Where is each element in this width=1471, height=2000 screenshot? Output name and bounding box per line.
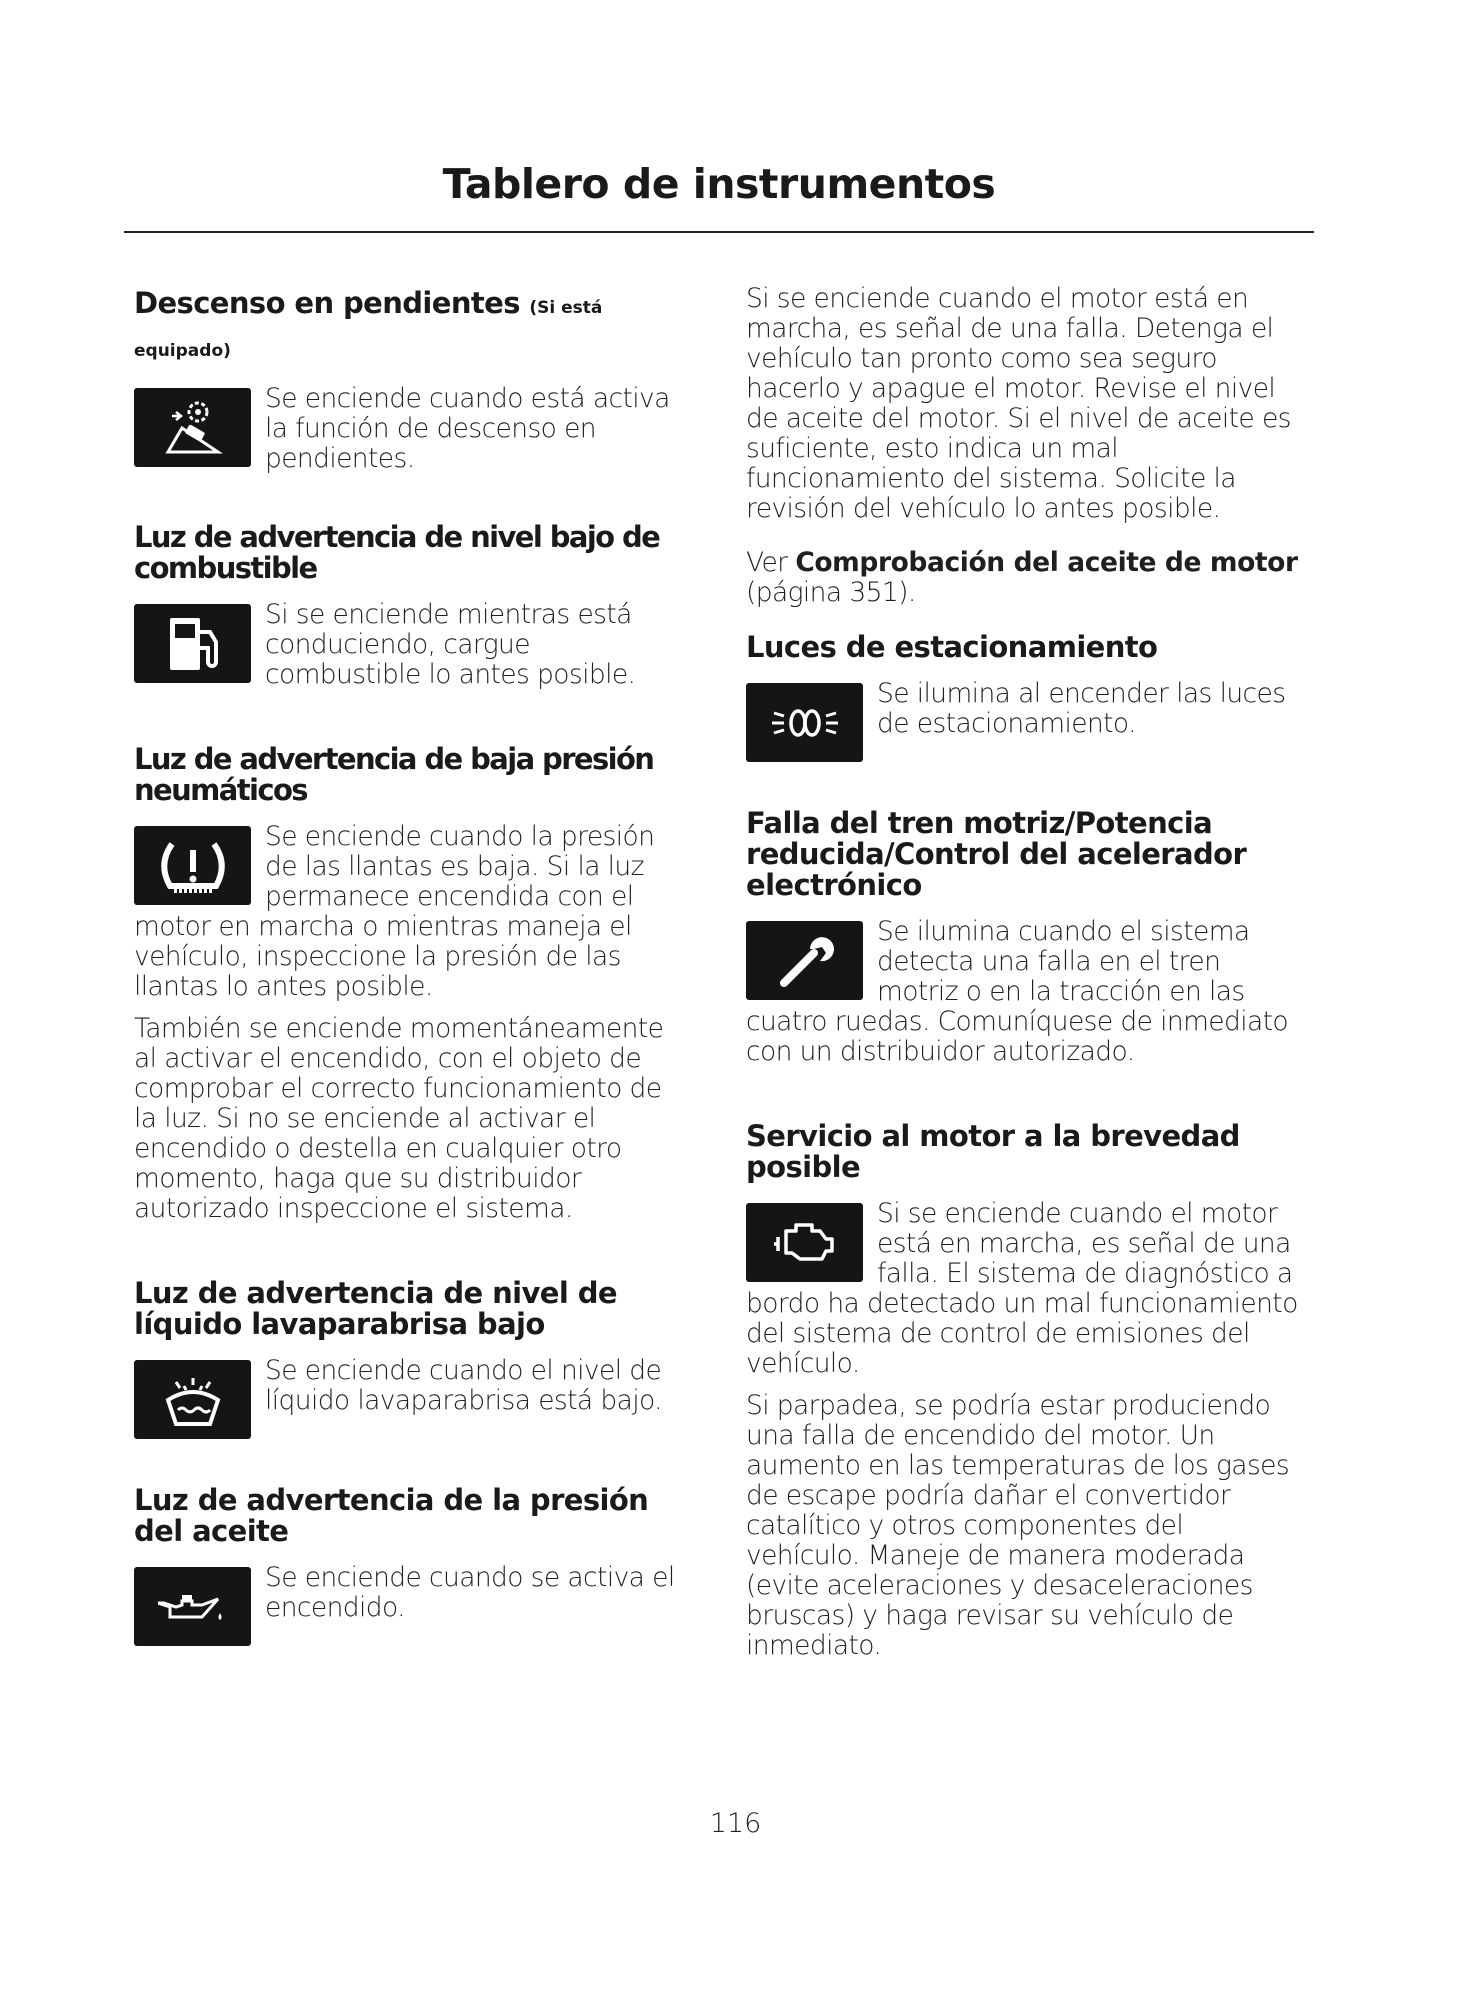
title-divider	[124, 231, 1314, 233]
section-heading: Servicio al motor a la brevedad posible	[746, 1119, 1240, 1184]
section-text: Si se enciende cuando el motor está en marcha, es señal de una falla. El sistema de diagnóstico a bordo ha detectado un mal funcionamiento del sistema de control de emisiones del vehículo.	[746, 1198, 1298, 1379]
section-heading: Luz de advertencia de nivel de líquido lavaparabrisa bajo	[134, 1276, 617, 1341]
section-heading: Falla del tren motriz/Potencia reducida/Control del acelerador electrónico	[746, 806, 1247, 902]
section-parking-lights	[746, 632, 1304, 766]
section-hill-descent	[134, 284, 690, 486]
cross-reference-link[interactable]: Comprobación del aceite de motor	[795, 547, 1298, 578]
section-washer-fluid	[134, 1278, 690, 1443]
fuel-pump-icon	[134, 604, 251, 683]
heading-suffix: (Si está equipado)	[134, 298, 603, 361]
check-engine-icon	[746, 1203, 863, 1282]
washer-fluid-icon	[134, 1360, 251, 1439]
section-powertrain-fault	[746, 808, 1304, 1079]
section-text: Se ilumina cuando el sistema detecta una falla en el tren motriz o en la tracción en las cuatro ruedas. Comuníquese de inmediato con un distribuidor autorizado.	[746, 916, 1289, 1067]
section-text: Se enciende cuando el nivel de líquido lavaparabrisa está bajo.	[265, 1355, 662, 1416]
section-text: Se ilumina al encender las luces de estacionamiento.	[877, 678, 1286, 739]
section-text: Se enciende cuando se activa el encendido.	[265, 1562, 675, 1623]
tire-pressure-icon	[134, 826, 251, 905]
hill-descent-icon	[134, 388, 251, 467]
section-low-fuel	[134, 522, 690, 702]
oil-can-icon	[134, 1567, 251, 1646]
section-heading: Luz de advertencia de la presión del aceite	[134, 1483, 649, 1548]
section-tire-pressure	[134, 744, 690, 1236]
wrench-icon	[746, 921, 863, 1000]
section-text: Si se enciende mientras está conduciendo, cargue combustible lo antes posible.	[265, 599, 636, 690]
section-heading: Descenso en pendientes (Si está equipado)	[134, 286, 603, 361]
left-column	[134, 284, 690, 1692]
parking-lights-icon	[746, 683, 863, 762]
section-heading: Luz de advertencia de baja presión neumáticos	[134, 742, 654, 807]
section-text: También se enciende momentáneamente al activar el encendido, con el objeto de comprobar el correcto funcionamiento de la luz. Si no se enciende al activar el encendido o destella en cualquier otro momento, haga que su distribuidor autorizado inspeccione el sistema.	[134, 1013, 664, 1224]
section-text: Se enciende cuando la presión de las llantas es baja. Si la luz permanece encendida con el motor en marcha o mientras maneja el vehículo, inspeccione la presión de las llantas lo antes posible.	[134, 821, 655, 1002]
section-text: Si parpadea, se podría estar produciendo una falla de encendido del motor. Un aumento en las temperaturas de los gases de escape podría dañar el convertidor catalítico y otros componentes del vehículo. Maneje de manera moderada (evite aceleraciones y desaceleraciones bruscas) y haga revisar su vehículo de inmediato.	[746, 1390, 1290, 1661]
section-heading: Luz de advertencia de nivel bajo de combustible	[134, 520, 660, 585]
right-column	[746, 284, 1304, 1715]
section-text: Se enciende cuando está activa la función de descenso en pendientes.	[265, 383, 670, 474]
page-title: Tablero de instrumentos	[442, 160, 996, 208]
section-service-engine	[746, 1121, 1304, 1673]
cross-reference: Ver Comprobación del aceite de motor (página 351).	[746, 547, 1298, 608]
section-oil-pressure	[134, 1485, 690, 1650]
oil-warning-continued: Si se enciende cuando el motor está en marcha, es señal de una falla. Detenga el vehículo tan pronto como sea seguro hacerlo y apague el motor. Revise el nivel de aceite del motor. Si el nivel de aceite es suficiente, esto indica un mal funcionamiento del sistema. Solicite la revisión del vehículo lo antes posible.	[746, 283, 1291, 524]
page-number: 116	[709, 1808, 762, 1839]
section-heading: Luces de estacionamiento	[746, 630, 1158, 664]
